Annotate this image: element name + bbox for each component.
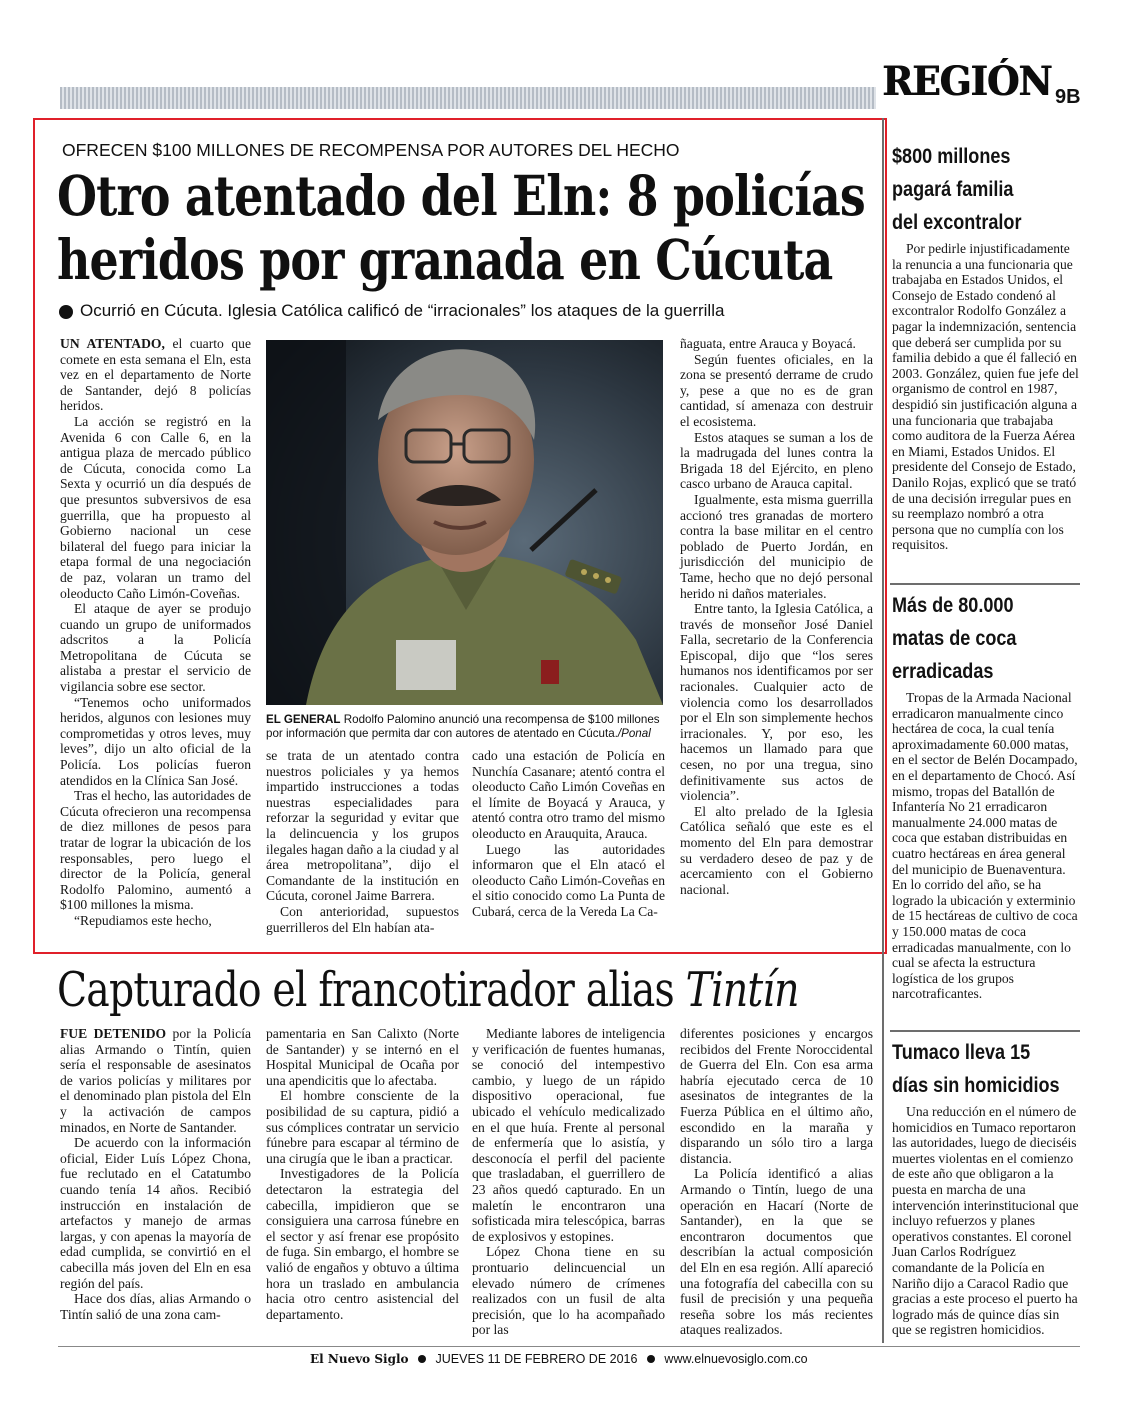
paragraph: “Repudiamos este hecho, <box>74 912 212 928</box>
paragraph: Según fuentes oficiales, en la zona se presentó derrame de crudo y, pese a que no es de gran cantidad, sí amenaza con destruir el ecosistema. <box>680 351 873 429</box>
sidebar-title: $800 millones pagará familia del excontralor <box>892 145 1022 234</box>
kicker: OFRECEN $100 MILLONES DE RECOMPENSA POR AUTORES DEL HECHO <box>62 140 680 160</box>
paragraph: Tras el hecho, las autoridades de Cúcuta ofrecieron una recompensa de diez millones de pesos para tratar de lograr la ubicación de los responsables, pero luego el director de la Policía, general Rodolfo Palomino, aumentó a $100 millones la misma. <box>60 788 251 913</box>
lead-column-2 <box>266 748 459 935</box>
second-headline-text: Capturado el francotirador alias <box>57 962 686 1018</box>
sidebar-body: Tropas de la Armada Nacional erradicaron manualmente cinco hectárea de coca, la cual tenía aproximadamente 60.000 matas, en el sector de Belén Docampado, en el departamento de Chocó. Así mismo, tropas del Batallón de Infantería No 21 erradicaron manualmente 24.000 matas de coca que estaban distribuidas en cuatro hectáreas en área general del municipio de Buenaventura. En lo corrido del año, se ha logrado la ubicación y exterminio de 15 hectáreas de cultivo de coca y 150.000 matas de coca erradicadas manualmente, con lo cual se afecta la estructura logística de los grupos narcotraficantes. <box>892 690 1078 1002</box>
paragraph: pamentaria en San Calixto (Norte de Santander) y se internó en el Hospital Municipal de Ocaña por una apendicitis que lo afectaba. <box>266 1026 459 1088</box>
paragraph: cado una estación de Policía en Nunchía Casanare; atentó contra el oleoducto Caño Limón Coveñas en el límite de Boyacá y Arauca, y atentó contra otro tramo del mismo oleoducto en Arauquita, Arauca. <box>472 748 665 841</box>
second-column-1 <box>60 1026 251 1322</box>
sidebar-item-3 <box>892 1036 1080 1338</box>
lead-in: UN ATENTADO, <box>60 336 165 351</box>
second-column-3 <box>472 1026 665 1338</box>
paragraph: Entre tanto, la Iglesia Católica, a través de monseñor José Daniel Falla, secretario de la Conferencia Episcopal, dijo que “los seres humanos nos identificamos por ser racionales. Cualquier acto de violencia como los desarrollados por el Eln son simplemente hechos irracionales. Y, por eso, les hacemos un llamado para que cesen, no por una tregua, sino definitivamente sus actos de violencia”. <box>680 601 873 804</box>
paragraph: Igualmente, esta misma guerrilla accionó tres granadas de mortero contra la base militar en el centro poblado de Puerto Jordán, en jurisdicción del municipio de Tame, hecho que no dejó personal herido ni daños materiales. <box>680 491 873 601</box>
footer-rule <box>58 1346 1080 1347</box>
footer <box>310 1352 808 1366</box>
paragraph: se trata de un atentado contra nuestros policiales y ya hemos impartido instrucciones a todas nuestras especialidades para reforzar la seguridad y evitar que la delincuencia y los grupos ilegales hagan daño a la ciudad y al área metropolitana”, dijo el Comandante de la institución en Cúcuta, coronel Jaime Barrera. <box>266 748 459 904</box>
paragraph: Estos ataques se suman a los de la madrugada del lunes contra la Brigada 18 del Ejército, en pleno casco urbano de Arauca capital. <box>680 429 873 492</box>
lead-in: FUE DETENIDO <box>60 1026 167 1041</box>
paragraph: Hace dos días, alias Armando o Tintín salió de una zona cam- <box>60 1291 251 1322</box>
paragraph: El ataque de ayer se produjo cuando un grupo de uniformados adscritos a la Policía Metropolitana de Cúcuta se alistaba a prestar el servicio de vigilancia sobre ese sector. <box>60 601 251 695</box>
paragraph: La acción se registró en la Avenida 6 con Calle 6, en la antigua plaza de mercado público de Cúcuta, conocida como La Sexta y ocurrió un día después de que presuntos subversivos de esa guerrilla, que ha propuesto al Gobierno nacional un cese bilateral del fuego para iniciar la etapa formal de una negociación de paz, volaran un tramo del oleoducto Caño Limón-Coveñas. <box>60 413 251 601</box>
second-column-2 <box>266 1026 459 1322</box>
footer-url[interactable]: www.elnuevosiglo.com.co <box>664 1352 808 1366</box>
sidebar-separator <box>890 583 1080 585</box>
footer-dot-icon <box>418 1355 426 1363</box>
sidebar-title: Tumaco lleva 15 días sin homicidios <box>892 1041 1060 1097</box>
sidebar-separator <box>890 1030 1080 1032</box>
section-title: REGIÓN <box>882 58 1052 105</box>
sidebar-body: Una reducción en el número de homicidios en Tumaco reportaron las autoridades, luego de dieciséis muertes violentas en el comienzo de este año que obligaron a la puesta en marcha de una intervención interinstitucional que incluyo refuerzos y planes operativos constantes. El coronel Juan Carlos Rodríguez comandante de la Policía en Nariño dijo a Caracol Radio que gracias a este proceso el puerto ha logrado más de quince días sin que se registren homicidios. <box>892 1104 1079 1338</box>
caption-lead: EL GENERAL <box>266 713 341 726</box>
paragraph: Investigadores de la Policía detectaron la estrategia del cabecilla, impidieron que se consiguiera una carrosa fúnebre en el sector y así frenar ese propósito de fuga. Sin embargo, el hombre se valió de engaños y obtuvo a última hora un traslado en ambulancia hacia otro centro asistencial del departamento. <box>266 1166 459 1322</box>
paragraph: De acuerdo con la información oficial, Eider Luís López Chona, fue reclutado en el Catatumbo cuando tenía 14 años. Recibió instrucción en instalación de artefactos y manejo de armas largas, y con apenas la mayoría de edad cumplida, se convirtió en el cabecilla más joven del Eln en esa región del país. <box>60 1135 251 1291</box>
paragraph: Con anterioridad, supuestos guerrilleros del Eln habían ata- <box>266 903 459 935</box>
paragraph: El hombre consciente de la posibilidad de su captura, pidió a sus cómplices contratar un servicio fúnebre para escapar al término de una cirugía que le iban a practicar. <box>266 1088 459 1166</box>
second-headline-alias: Tintín <box>685 962 799 1018</box>
paragraph: “Tenemos ocho uniformados heridos, algunos con lesiones muy comprometidas y otros leves, muy leves”, dijo un alto oficial de la Policía. Los policías fueron atendidos en la Clínica San José. <box>60 694 251 788</box>
sidebar-item-2 <box>892 589 1080 1002</box>
footer-paper-name: El Nuevo Siglo <box>310 1352 409 1366</box>
second-column-4 <box>680 1026 873 1338</box>
paragraph: Luego las autoridades informaron que el Eln atacó el oleoducto Caño Limón-Coveñas en el sitio conocido como La Punta de Cubará, cerca de la Vereda La Ca- <box>472 841 665 919</box>
paragraph: El alto prelado de la Iglesia Católica señaló que este es el momento del Eln para demostrar su verdadero deseo de paz y de acercamiento con el Gobierno nacional. <box>680 803 873 897</box>
paragraph: López Chona tiene en su prontuario delincuencial un elevado número de crímenes realizados con un fusil de alta precisión, que lo ha acompañado por las <box>472 1244 665 1338</box>
lead-column-4 <box>680 336 873 897</box>
sidebar-item-1 <box>892 140 1080 553</box>
summary-bullet-icon <box>59 305 73 319</box>
headline-line-1: Otro atentado del Eln: 8 policías <box>57 163 865 228</box>
headline <box>57 164 865 292</box>
second-headline <box>57 963 799 1017</box>
caption-text: Rodolfo Palomino anunció una recompensa de $100 millones por información que permita dar con autores de atentado en Cúcuta. <box>266 713 660 740</box>
sidebar-title: Más de 80.000 matas de coca erradicadas <box>892 594 1017 683</box>
sidebar-divider <box>882 118 884 1343</box>
photo-general <box>266 340 663 705</box>
caption-credit: /Ponal <box>617 727 651 740</box>
footer-dot-icon <box>647 1355 655 1363</box>
paragraph: ñaguata, entre Arauca y Boyacá. <box>680 336 856 351</box>
photo-caption <box>266 713 666 741</box>
sidebar-body: Por pedirle injustificadamente la renuncia a una funcionaria que trabajaba en Estados Unidos, el Consejo de Estado condenó al excontralor Rodolfo González a pagar la indemnización, sentencia que deberá ser cumplida por su familia debido a que él falleció en 2003. González, quien fue jefe del organismo de control en 1987, despidió sin justificación alguna a una funcionaria que trabajaba como auditora de la Fuerza Aérea en Miami, Estados Unidos. El presidente del Consejo de Estado, Danilo Rojas, explicó que se trató de una decisión irregular pues en su reemplazo nombró a otra persona que no cumplía con los requisitos. <box>892 241 1079 553</box>
paragraph: por la Policía alias Armando o Tintín, quien sería el responsable de asesinatos de varios policías y militares por el denominado plan pistola del Eln y la activación de campos minados, en Norte de Santander. <box>60 1026 251 1135</box>
lead-column-1 <box>60 336 251 936</box>
summary: Ocurrió en Cúcuta. Iglesia Católica calificó de “irracionales” los ataques de la guerrilla <box>80 301 725 320</box>
paragraph: el cuarto que comete en esta semana el Eln, esta vez en el departamento de Norte de Santander, dejó 8 policías heridos. <box>60 336 251 414</box>
lead-column-3 <box>472 748 665 920</box>
page-number: 9B <box>1055 86 1081 108</box>
headline-line-2: heridos por granada en Cúcuta <box>57 227 833 292</box>
paragraph: diferentes posiciones y encargos recibidos del Frente Noroccidental de Guerra del Eln. Con esa arma habría ejecutado cerca de 10 asesinatos de integrantes de la Fuerza Pública en el último año, escondido en la maraña y disparando un sólo tiro a larga distancia. <box>680 1026 873 1166</box>
paragraph: La Policía identificó a alias Armando o Tintín, luego de una operación en Hacarí (Norte de Santander), en la que se encontraron documentos que describían la actual composición del Eln en esa región. Allí apareció una fotografía del cabecilla con su fusil de precisión y una pequeña reseña sobre los más recientes ataques realizados. <box>680 1166 873 1338</box>
paragraph: Mediante labores de inteligencia y verificación de fuentes humanas, se conoció del intempestivo cambio, y luego de un rápido dispositivo operacional, fue ubicado el vehículo medicalizado en el que huía. Frente al personal de enfermería que lo asistía, y desconocía el perfil del paciente que trasladaban, el guerrillero de 23 años quedó capturado. En un maletín le encontraron una sofisticada mira telescópica, barras de explosivos y estopines. <box>472 1026 665 1244</box>
section-header-bar <box>60 87 876 109</box>
footer-date: JUEVES 11 DE FEBRERO DE 2016 <box>435 1352 638 1366</box>
